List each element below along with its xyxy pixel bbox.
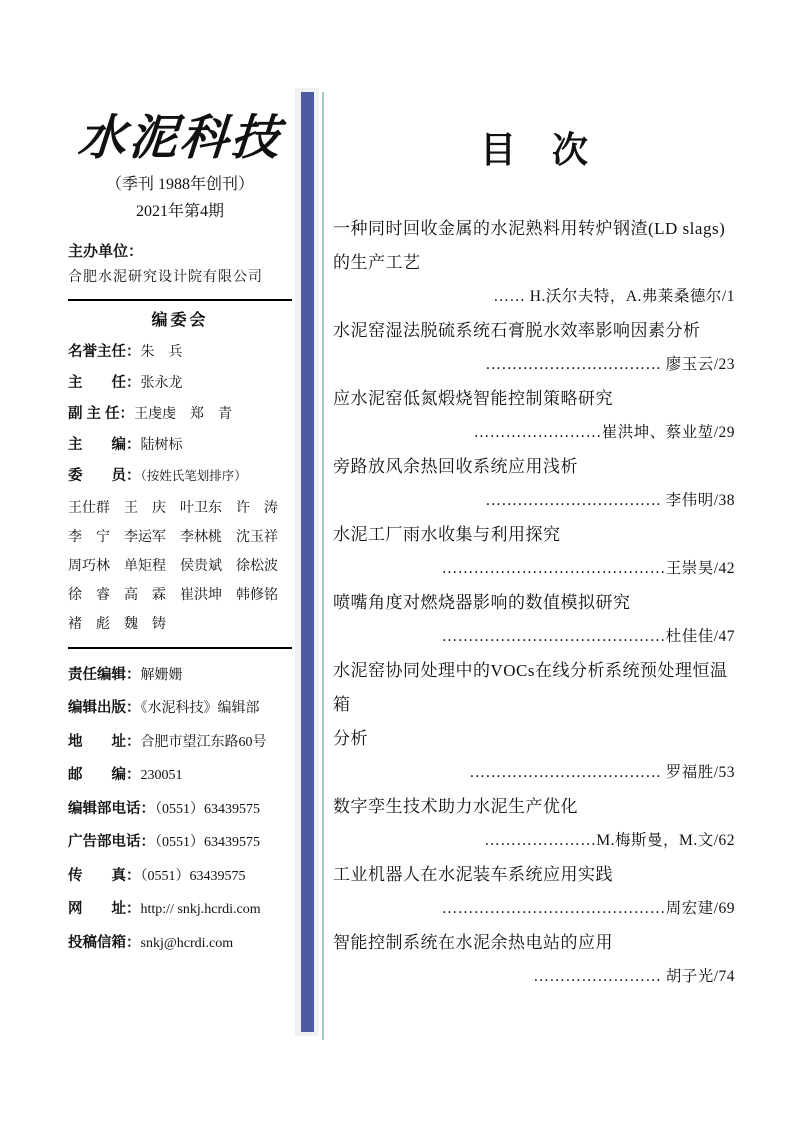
pub-label: 投稿信箱： <box>68 934 141 951</box>
role-label: 主 任： <box>68 374 141 391</box>
journal-title: 水泥科技 <box>76 110 284 166</box>
pub-row-responsible-editor <box>68 659 292 693</box>
role-row-honorary-director <box>68 337 292 368</box>
divider-accent-bar <box>301 92 314 1032</box>
member-name: 徐松波 <box>236 558 278 574</box>
toc-entry <box>333 926 735 994</box>
member-name: 李 宁 <box>68 529 110 545</box>
member-name: 褚 彪 <box>68 616 110 632</box>
toc-entry <box>333 314 735 382</box>
toc-entry-author-page: …………………… 胡子光/74 <box>533 968 735 985</box>
masthead-column <box>68 106 292 960</box>
editorial-board-heading: 编委会 <box>151 311 209 329</box>
toc-entry-author-page: …………………………… 廖玉云/23 <box>485 356 735 373</box>
divider-accent-line <box>322 92 324 1040</box>
toc-entry-author-page: …………………M.梅斯曼，M.文/62 <box>484 832 735 849</box>
pub-row-website <box>68 893 292 927</box>
member-name: 崔洪坤 <box>180 587 222 603</box>
role-row-chief-editor <box>68 430 292 461</box>
pub-label: 责任编辑： <box>68 666 141 683</box>
toc-entry <box>333 654 735 790</box>
toc-entry-author-page: …………………………… 李伟明/38 <box>485 492 735 509</box>
member-name: 单矩程 <box>124 558 166 574</box>
pub-row-postcode <box>68 759 292 793</box>
divider-rule-top <box>68 299 292 301</box>
edition-note: （季刊 1988年创刊） <box>105 175 254 193</box>
toc-entry-title: 喷嘴角度对燃烧器影响的数值模拟研究 <box>333 593 631 612</box>
toc-entry-title: 水泥窑协同处理中的VOCs在线分析系统预处理恒温箱 <box>333 661 728 714</box>
pub-label: 编辑部电话： <box>68 800 155 817</box>
role-value: （按姓氏笔划排序） <box>140 468 247 483</box>
toc-entry-title: 旁路放风余热回收系统应用浅析 <box>333 457 578 476</box>
role-row-director <box>68 368 292 399</box>
toc-entry-title: 智能控制系统在水泥余热电站的应用 <box>333 933 613 952</box>
issue-label: 2021年第4期 <box>135 202 224 220</box>
member-name <box>236 610 292 639</box>
toc-entry <box>333 382 735 450</box>
toc-entry-title: 水泥窑湿法脱硫系统石膏脱水效率影响因素分析 <box>333 321 701 340</box>
toc-entry-title: 应水泥窑低氮煅烧智能控制策略研究 <box>333 389 613 408</box>
member-name: 韩修铭 <box>236 587 278 603</box>
pub-value: （0551）63439575 <box>140 868 246 884</box>
pub-value: 解姗姗 <box>140 667 183 683</box>
members-grid <box>68 494 292 639</box>
publishing-info <box>68 659 292 961</box>
toc-entry <box>333 790 735 858</box>
pub-row-ad-phone <box>68 826 292 860</box>
toc-entry-title: 一种同时回收金属的水泥熟料用转炉钢渣(LD slags) <box>333 219 726 238</box>
member-name: 沈玉祥 <box>236 529 278 545</box>
member-name: 叶卫东 <box>180 500 222 516</box>
pub-row-fax <box>68 860 292 894</box>
member-name: 侯贵斌 <box>180 558 222 574</box>
divider-rule-bottom <box>68 647 292 649</box>
toc-entry <box>333 858 735 926</box>
toc-entry-author-page: ……………………………… 罗福胜/53 <box>469 764 735 781</box>
pub-row-submission-email <box>68 927 292 961</box>
role-value: 张永龙 <box>140 375 183 391</box>
pub-row-address <box>68 726 292 760</box>
member-name: 李运军 <box>124 529 166 545</box>
toc-entry-title: 工业机器人在水泥装车系统应用实践 <box>333 865 613 884</box>
toc-entry-author-page: ……………………………………周宏建/69 <box>441 900 735 917</box>
role-label: 委 员： <box>68 467 141 484</box>
role-value: 朱 兵 <box>140 344 183 360</box>
toc-entry-title: 分析 <box>333 729 368 748</box>
role-row-members <box>68 461 292 492</box>
role-label: 主 编： <box>68 436 141 453</box>
toc-entry <box>333 518 735 586</box>
pub-label: 邮 编： <box>68 767 141 784</box>
pub-row-publisher <box>68 692 292 726</box>
pub-value: 合肥市望江东路60号 <box>140 734 267 750</box>
toc-entry <box>333 212 735 314</box>
pub-label: 编辑出版： <box>68 700 141 717</box>
member-name <box>180 610 236 639</box>
pub-label: 地 址： <box>68 733 141 750</box>
member-name: 许 涛 <box>236 500 278 516</box>
role-row-deputy-director <box>68 399 292 430</box>
member-name: 徐 睿 <box>68 587 110 603</box>
pub-row-editorial-phone <box>68 793 292 827</box>
pub-value: snkj@hcrdi.com <box>140 935 234 951</box>
toc-entry <box>333 450 735 518</box>
role-value: 王虔虔 郑 青 <box>134 406 233 422</box>
pub-label: 传 真： <box>68 867 141 884</box>
member-name: 周巧林 <box>68 558 110 574</box>
toc-heading: 目 次 <box>479 130 588 170</box>
organizer-name: 合肥水泥研究设计院有限公司 <box>68 269 263 285</box>
member-name: 高 霖 <box>124 587 166 603</box>
role-label: 副 主 任： <box>68 405 135 422</box>
toc-entry <box>333 586 735 654</box>
toc-entry-title: 数字孪生技术助力水泥生产优化 <box>333 797 578 816</box>
pub-label: 网 址： <box>68 901 141 918</box>
member-name: 李林桃 <box>180 529 222 545</box>
pub-value: （0551）63439575 <box>155 801 260 817</box>
role-value: 陆树标 <box>140 437 183 453</box>
member-name: 王 庆 <box>124 500 166 516</box>
toc-column <box>333 122 735 994</box>
pub-value: 230051 <box>140 768 183 784</box>
toc-entry-author-page: ……………………………………杜佳佳/47 <box>441 628 735 645</box>
pub-value: http:// snkj.hcrdi.com <box>140 902 261 918</box>
organizer-label: 主办单位： <box>68 242 144 260</box>
toc-entry-title: 水泥工厂雨水收集与利用探究 <box>333 525 561 544</box>
role-label: 名誉主任： <box>68 343 141 360</box>
toc-entry-author-page: ……………………崔洪坤、蔡业堃/29 <box>473 424 735 441</box>
pub-value: 《水泥科技》编辑部 <box>140 701 260 717</box>
toc-entry-title: 的生产工艺 <box>333 253 421 272</box>
pub-label: 广告部电话： <box>68 834 155 851</box>
member-name: 王仕群 <box>68 500 110 516</box>
toc-entry-author-page: …… H.沃尔夫特，A.弗莱桑德尔/1 <box>493 288 735 305</box>
toc-entry-author-page: ……………………………………王崇昊/42 <box>441 560 735 577</box>
pub-value: （0551）63439575 <box>155 835 260 851</box>
editorial-board-roles <box>68 337 292 492</box>
member-name: 魏 铸 <box>124 616 166 632</box>
